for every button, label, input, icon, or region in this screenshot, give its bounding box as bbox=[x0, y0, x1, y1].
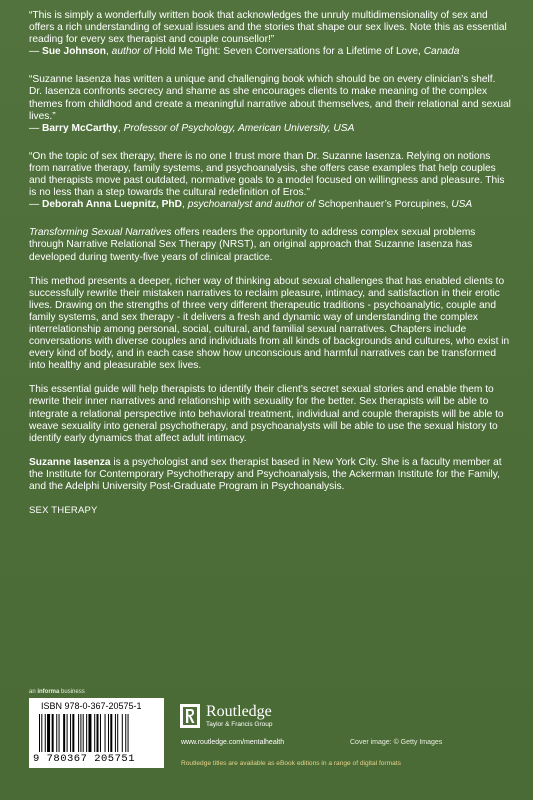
description-paragraph-2: This method presents a deeper, richer way of thinking about sexual challenges that has enabled clients to successfully rewrite their mistaken narratives to reclaim pleasure, intimacy, and satisfaction in their erotic lives. Drawing on the strengths of three very different therapeutic traditions - psychoanalytic, couple and family systems, and sex therapy - it delivers a fresh and dynamic way of understanding the complex interrelationship among personal, social, cultural, and familial sexual narratives. Chapters include conversations with diverse couples and individuals from all kinds of backgrounds and cultures, who exist in every kind of body, and in each case show how unconscious and harmful narratives can be transformed into healthy and pleasurable sex lives. bbox=[29, 275, 510, 372]
barcode-bar bbox=[88, 714, 91, 752]
cover-credit: Cover image: © Getty Images bbox=[350, 739, 443, 746]
endorser-role: author of bbox=[111, 46, 155, 58]
barcode-bar bbox=[47, 714, 50, 752]
barcode-bar bbox=[52, 714, 54, 752]
barcode-bar bbox=[83, 714, 84, 752]
publisher-url: www.routledge.com/mentalhealth bbox=[181, 739, 285, 746]
subject-category: SEX THERAPY bbox=[29, 505, 98, 517]
dash: — bbox=[29, 46, 43, 58]
isbn-digits: 9 780367 205751 bbox=[33, 753, 136, 765]
barcode-bars bbox=[39, 714, 159, 752]
barcode-bar bbox=[45, 714, 46, 752]
routledge-emblem-icon bbox=[180, 704, 200, 728]
dash: — bbox=[29, 199, 43, 211]
endorser-work: Hold Me Tight: Seven Conversations for a Lifetime of Love bbox=[154, 46, 419, 58]
quote-2 bbox=[29, 74, 511, 134]
ebook-note: Routledge titles are available as eBook editions in a range of digital formats bbox=[181, 760, 401, 767]
quote-attribution bbox=[29, 46, 511, 58]
barcode-bar bbox=[125, 714, 126, 752]
barcode-bar bbox=[39, 714, 40, 752]
endorser-place: USA bbox=[451, 199, 473, 211]
barcode-bar bbox=[97, 714, 99, 752]
endorser-name: Deborah Anna Luepnitz, PhD bbox=[42, 199, 183, 211]
barcode-bar bbox=[67, 714, 68, 752]
dash: — bbox=[29, 122, 43, 134]
barcode-bar bbox=[72, 714, 74, 752]
cover-text bbox=[29, 10, 511, 517]
barcode bbox=[29, 698, 164, 768]
barcode-bar bbox=[70, 714, 71, 752]
book-title: Transforming Sexual Narratives bbox=[29, 227, 172, 239]
barcode-bar bbox=[80, 714, 81, 752]
informa-prefix: an bbox=[29, 689, 38, 695]
barcode-bar bbox=[117, 714, 118, 752]
barcode-bar bbox=[110, 714, 112, 752]
quote-text: “On the topic of sex therapy, there is no one I trust more than Dr. Suzanne Iasenza. Relying on notions from narrative therapy, family systems, and psychoanalysis, she offers case examples that help couples and therapists move past outdated, normative goals to a model focused on willingness and pleasure. This is no less than a step towards the cultural redefinition of Eros.” bbox=[29, 150, 505, 199]
quote-attribution bbox=[29, 199, 511, 211]
barcode-bar bbox=[78, 714, 79, 752]
endorser-role: psychoanalyst and author of bbox=[187, 199, 318, 211]
separator: , bbox=[117, 122, 124, 134]
separator: , bbox=[106, 46, 112, 58]
barcode-bar bbox=[105, 714, 106, 752]
separator: , bbox=[182, 199, 188, 211]
bio-text: is a psychologist and sex therapist based in New York City. She is a faculty member at the Institute for Contemporary Psychotherapy and Psychoanalysis, the Ackerman Institute for the Family, and the Adelphi University Post-Graduate Program in Psychoanalysis. bbox=[29, 456, 502, 492]
barcode-bar bbox=[41, 714, 42, 752]
barcode-bar bbox=[86, 714, 87, 752]
description-paragraph-1 bbox=[29, 227, 511, 263]
endorser-name: Barry McCarthy bbox=[42, 122, 118, 134]
barcode-bar bbox=[122, 714, 123, 752]
isbn-label: ISBN 978-0-367-20575-1 bbox=[41, 701, 142, 711]
barcode-bar bbox=[94, 714, 95, 752]
barcode-bar bbox=[100, 714, 101, 752]
informa-suffix: business bbox=[59, 689, 85, 695]
barcode-bar bbox=[63, 714, 65, 752]
endorser-name: Sue Johnson bbox=[42, 46, 106, 58]
endorser-role: Professor of Psychology, American University, USA bbox=[123, 122, 355, 134]
endorser-place: Canada bbox=[423, 46, 460, 58]
endorser-work: Schopenhauer’s Porcupines bbox=[317, 199, 446, 211]
informa-word: informa bbox=[37, 689, 60, 695]
publisher-name: Routledge bbox=[206, 703, 272, 720]
publisher-group: Taylor & Francis Group bbox=[206, 721, 273, 728]
barcode-bar bbox=[59, 714, 60, 752]
separator: , bbox=[445, 199, 452, 211]
informa-note bbox=[29, 689, 85, 695]
quote-1 bbox=[29, 10, 511, 58]
author-name: Suzanne Iasenza bbox=[29, 456, 111, 468]
quote-3 bbox=[29, 151, 511, 211]
author-bio bbox=[29, 457, 511, 493]
paragraph-text: offers readers the opportunity to address complex sexual problems through Narrative Relational Sex Therapy (NRST), an original approach that Suzanne Iasenza has developed during twenty-five years of clinical practice. bbox=[29, 227, 476, 263]
barcode-bar bbox=[56, 714, 57, 752]
separator: , bbox=[418, 46, 424, 58]
description-paragraph-3: This essential guide will help therapists to identify their client’s secret sexual stories and enable them to rewrite their inner narratives and relationship with sexuality for the better. Sex therapists will be able to integrate a relational perspective into behavioral treatment, individual and couple therapists will be able to weave sexuality into general psychotherapy, and psychoanalysts will be able to use the sexual history to identify early dynamics that affect adult intimacy. bbox=[29, 384, 504, 444]
quote-text: “Suzanne Iasenza has written a unique and challenging book which should be on every clinician’s shelf. Dr. Iasenza confronts secrecy and shame as she encourages clients to make meaning of the complex themes from childhood and create a meaningful narrative about themselves, and their relational and sexual lives.” bbox=[29, 74, 511, 122]
barcode-bar bbox=[128, 714, 129, 752]
barcode-bar bbox=[108, 714, 109, 752]
quote-attribution bbox=[29, 123, 511, 135]
quote-text: “This is simply a wonderfully written book that acknowledges the unruly multidimensionality of sex and offers a rich understanding of sexual issues and the stories that shape our sex lives. Note this as essential reading for every sex therapist and couple counsellor!” bbox=[29, 10, 507, 46]
barcode-bar bbox=[115, 714, 116, 752]
